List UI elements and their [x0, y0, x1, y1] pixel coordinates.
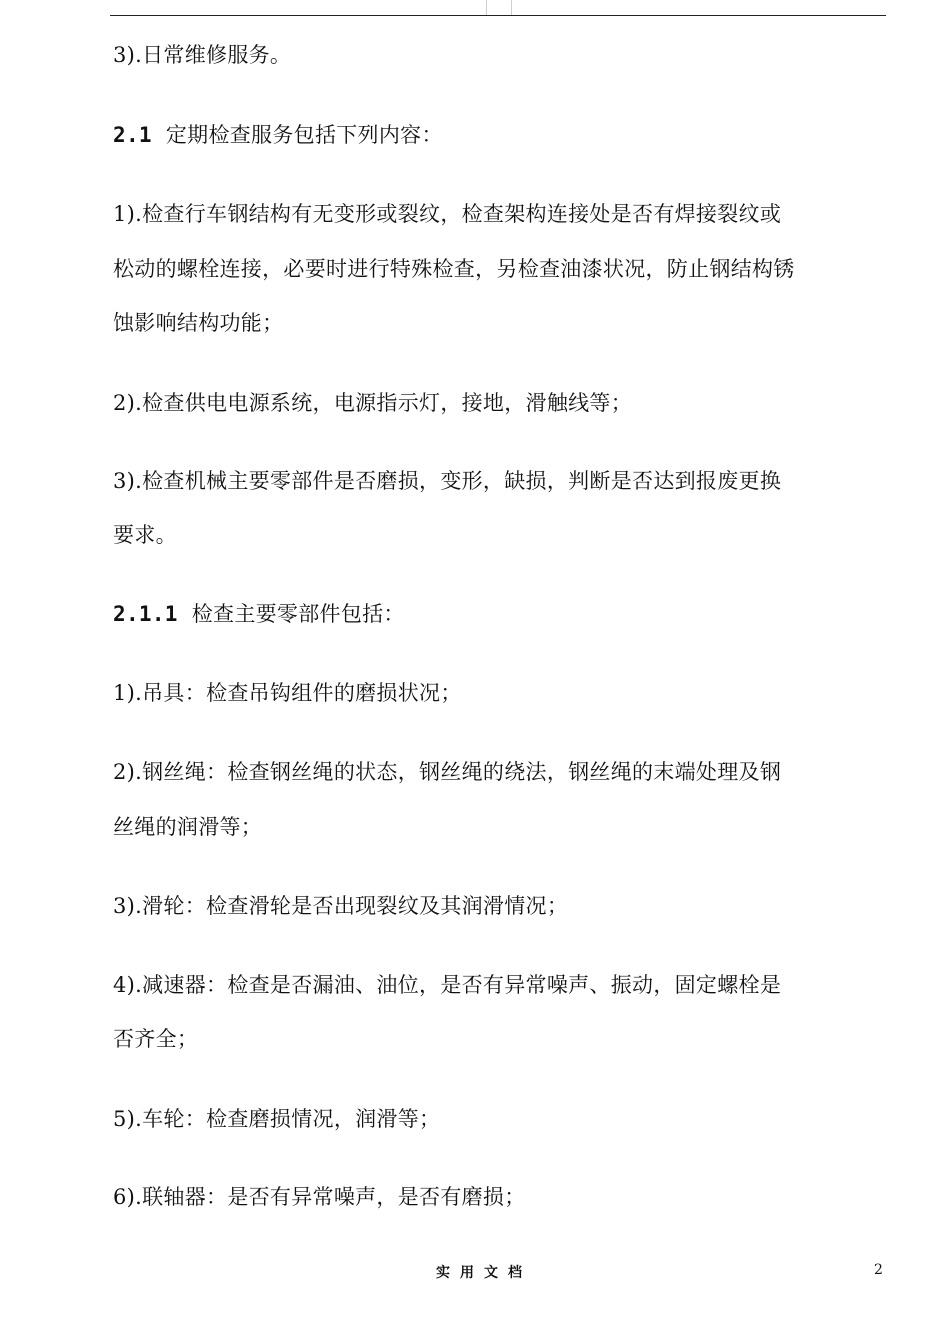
paragraph-line: 4).减速器：检查是否漏油、油位，是否有异常噪声、振动，固定螺栓是	[113, 973, 782, 997]
paragraph-line: 要求。	[113, 523, 177, 547]
paragraph-line: 3).滑轮：检查滑轮是否出现裂纹及其润滑情况；	[113, 894, 569, 918]
paragraph-line: 5).车轮：检查磨损情况，润滑等；	[113, 1107, 441, 1131]
section-title: 定期检查服务包括下列内容：	[165, 123, 443, 147]
subsection-heading	[113, 599, 405, 629]
paragraph-line: 2).检查供电电源系统，电源指示灯，接地，滑触线等；	[113, 391, 633, 415]
header-rule	[110, 15, 886, 16]
paragraph-line: 1).检查行车钢结构有无变形或裂纹，检查架构连接处是否有焊接裂纹或	[113, 202, 782, 226]
subsection-number: 2.1.1	[113, 602, 178, 626]
paragraph-line: 2).钢丝绳：检查钢丝绳的状态，钢丝绳的绕法，钢丝绳的末端处理及钢	[113, 760, 782, 784]
paragraph-line: 否齐全；	[113, 1027, 199, 1051]
paragraph-line: 丝绳的润滑等；	[113, 815, 263, 839]
footer-label: 实用文档	[436, 1265, 532, 1281]
paragraph-line: 6).联轴器：是否有异常噪声，是否有磨损；	[113, 1185, 526, 1209]
paragraph-line: 松动的螺栓连接，必要时进行特殊检查，另检查油漆状况，防止钢结构锈	[113, 257, 795, 281]
page-number: 2	[874, 1262, 883, 1278]
subsection-title: 检查主要零部件包括：	[191, 602, 405, 626]
paragraph-line: 3).日常维修服务。	[113, 43, 292, 67]
header-mark	[486, 0, 487, 15]
header-mark	[511, 0, 512, 15]
paragraph-line: 1).吊具：检查吊钩组件的磨损状况；	[113, 681, 462, 705]
section-number: 2.1	[113, 123, 152, 147]
section-heading	[113, 120, 443, 150]
paragraph-line: 3).检查机械主要零部件是否磨损，变形，缺损，判断是否达到报废更换	[113, 469, 782, 493]
paragraph-line: 蚀影响结构功能；	[113, 311, 284, 335]
